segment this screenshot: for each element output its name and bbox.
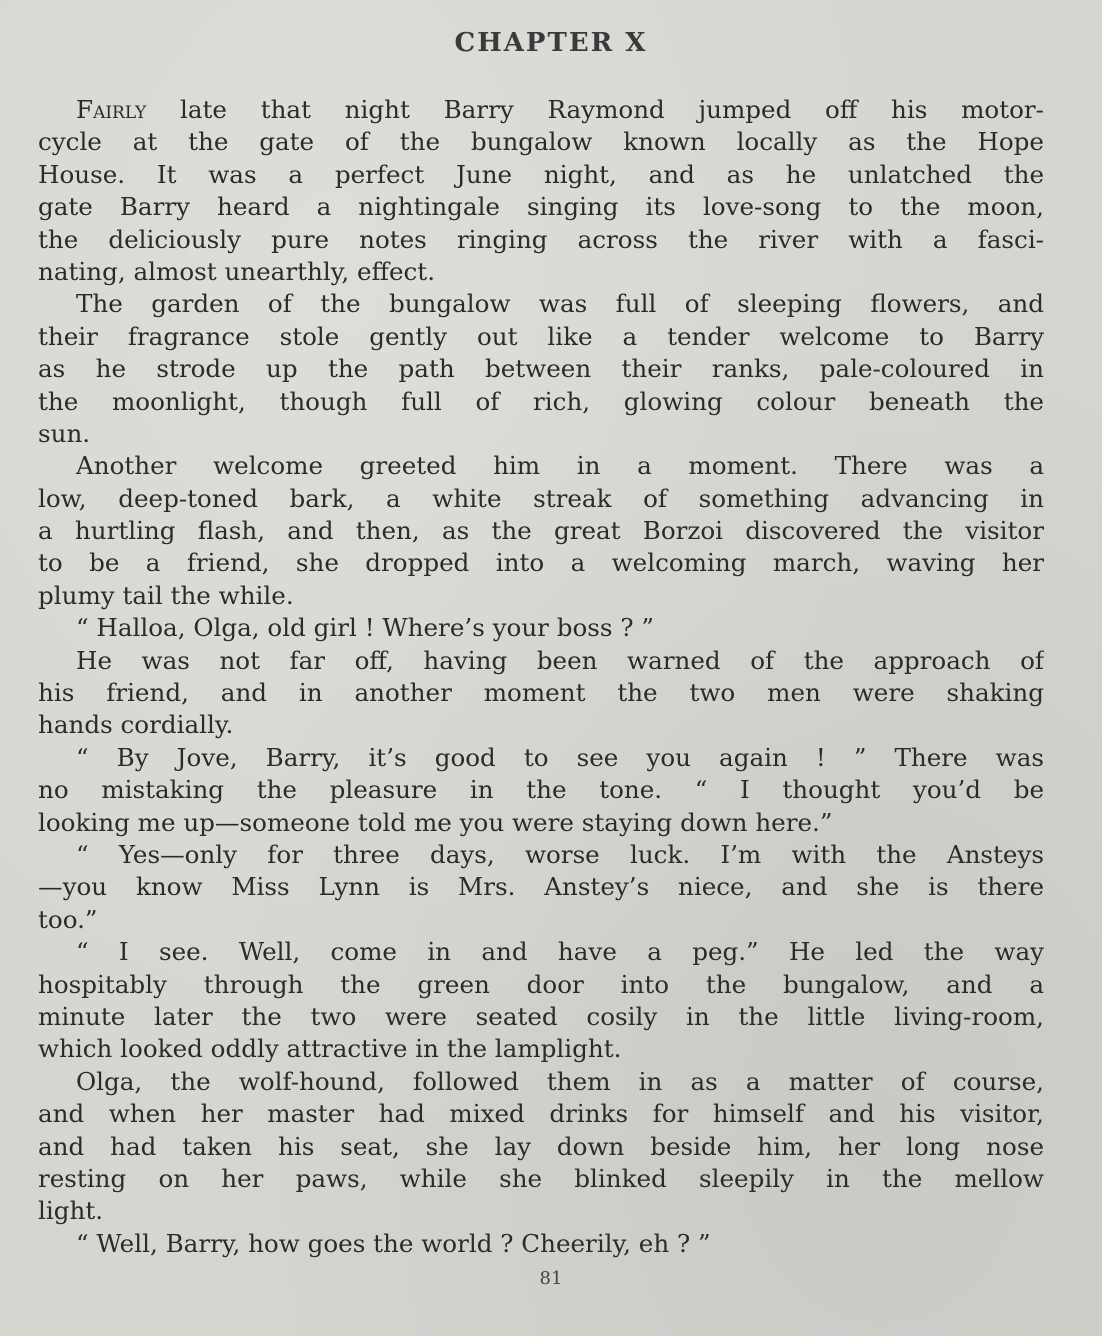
line-text: cycle at the gate of the bungalow known locally as the Hope [38, 127, 1044, 157]
line-text: and when her master had mixed drinks for himself and his visitor, [38, 1099, 1044, 1129]
paragraph [38, 1066, 1044, 1228]
text-line [38, 94, 1044, 126]
paragraph [38, 742, 1044, 839]
line-text: “ Well, Barry, how goes the world ? Cheerily, eh ? ” [76, 1228, 711, 1258]
line-text: gate Barry heard a nightingale singing its love-song to the moon, [38, 192, 1044, 222]
line-text: “ Yes—only for three days, worse luck. I’m with the Ansteys [76, 839, 1044, 869]
text-line [38, 1033, 1044, 1065]
paragraph [38, 94, 1044, 288]
line-text: their fragrance stole gently out like a tender welcome to Barry [38, 321, 1044, 351]
text-line [38, 871, 1044, 903]
line-text: too.” [38, 904, 98, 934]
line-text: “ By Jove, Barry, it’s good to see you again ! ” There was [76, 742, 1044, 772]
text-line [38, 515, 1044, 547]
line-text: the moonlight, though full of rich, glowing colour beneath the [38, 386, 1044, 416]
line-text: The garden of the bungalow was full of sleeping flowers, and [76, 289, 1044, 319]
line-text: —you know Miss Lynn is Mrs. Anstey’s niece, and she is there [38, 872, 1044, 902]
line-text: his friend, and in another moment the two men were shaking [38, 678, 1044, 708]
paragraph [38, 839, 1044, 936]
text-line [38, 483, 1044, 515]
line-text: House. It was a perfect June night, and as he unlatched the [38, 159, 1044, 189]
line-text: light. [38, 1196, 104, 1226]
text-line [38, 288, 1044, 320]
chapter-body [38, 94, 1044, 1260]
line-text: He was not far off, having been warned of the approach of [76, 645, 1044, 675]
text-line [38, 1098, 1044, 1130]
line-text: the deliciously pure notes ringing across the river with a fasci- [38, 224, 1044, 254]
text-line [38, 807, 1044, 839]
page-number: 81 [539, 1268, 563, 1289]
line-text: which looked oddly attractive in the lamplight. [38, 1034, 622, 1064]
line-text: looking me up—someone told me you were staying down here.” [38, 807, 833, 837]
text-line [38, 418, 1044, 450]
text-line [38, 612, 1044, 644]
text-line [38, 1066, 1044, 1098]
paragraph [38, 936, 1044, 1066]
text-line [38, 969, 1044, 1001]
text-line [38, 774, 1044, 806]
text-line [38, 742, 1044, 774]
line-text: plumy tail the while. [38, 580, 294, 610]
text-line [38, 547, 1044, 579]
line-text: minute later the two were seated cosily in the little living-room, [38, 1001, 1044, 1031]
line-text: sun. [38, 418, 91, 448]
text-line [38, 1001, 1044, 1033]
line-text: “ I see. Well, come in and have a peg.” He led the way [76, 937, 1044, 967]
opening-word: Fairly [76, 95, 147, 124]
line-text: “ Halloa, Olga, old girl ! Where’s your boss ? ” [76, 613, 654, 643]
text-line [38, 1228, 1044, 1260]
line-text: nating, almost unearthly, effect. [38, 256, 436, 286]
line-text: Olga, the wolf-hound, followed them in as a matter of course, [76, 1066, 1044, 1096]
line-text: late that night Barry Raymond jumped off his motor- [146, 95, 1044, 124]
text-line [38, 256, 1044, 288]
text-line [38, 224, 1044, 256]
line-text: and had taken his seat, she lay down beside him, her long nose [38, 1131, 1044, 1161]
line-text: no mistaking the pleasure in the tone. “ I thought you’d be [38, 775, 1044, 805]
text-line [38, 904, 1044, 936]
paragraph [38, 1228, 1044, 1260]
text-line [38, 353, 1044, 385]
text-line [38, 321, 1044, 353]
line-text: resting on her paws, while she blinked sleepily in the mellow [38, 1163, 1044, 1193]
text-line [38, 159, 1044, 191]
text-line [38, 386, 1044, 418]
paragraph [38, 288, 1044, 450]
text-line [38, 191, 1044, 223]
text-line [38, 677, 1044, 709]
paragraph [38, 450, 1044, 612]
paragraph [38, 612, 1044, 644]
text-line [38, 1131, 1044, 1163]
line-text: a hurtling flash, and then, as the great Borzoi discovered the visitor [38, 516, 1044, 546]
text-line [38, 1195, 1044, 1227]
text-line [38, 645, 1044, 677]
line-text: Another welcome greeted him in a moment. There was a [76, 451, 1044, 481]
text-line [38, 936, 1044, 968]
text-line [38, 1163, 1044, 1195]
line-text: low, deep-toned bark, a white streak of something advancing in [38, 483, 1044, 513]
chapter-heading: CHAPTER X [454, 28, 648, 58]
text-line [38, 580, 1044, 612]
line-text: to be a friend, she dropped into a welcoming march, waving her [38, 548, 1044, 578]
text-line [38, 709, 1044, 741]
line-text: hands cordially. [38, 710, 234, 740]
text-line [38, 126, 1044, 158]
paragraph [38, 645, 1044, 742]
line-text: hospitably through the green door into the bungalow, and a [38, 969, 1044, 999]
text-line [38, 450, 1044, 482]
text-line [38, 839, 1044, 871]
line-text: as he strode up the path between their ranks, pale-coloured in [38, 354, 1044, 384]
